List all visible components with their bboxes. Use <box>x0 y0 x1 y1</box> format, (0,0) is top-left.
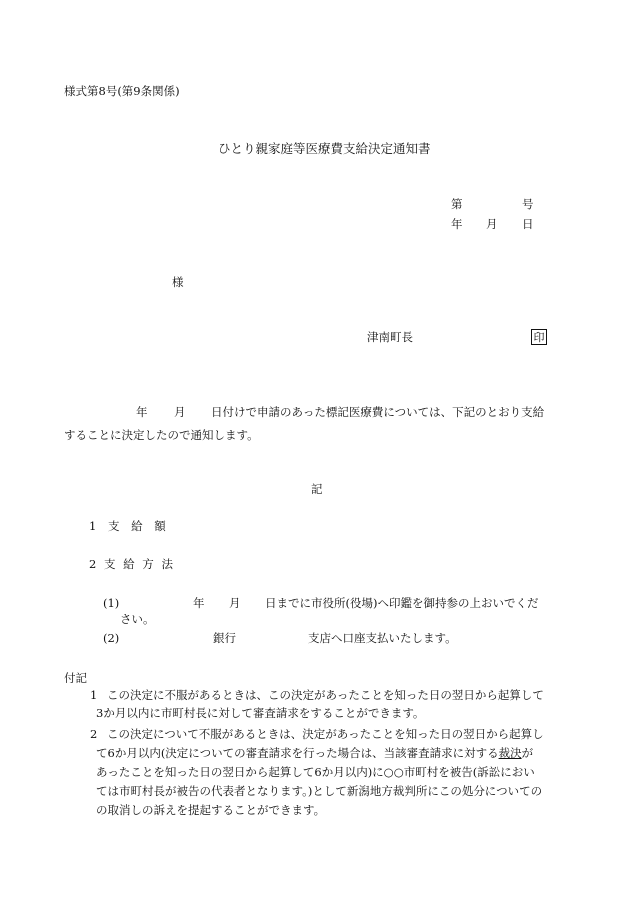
note-1-number: 1 <box>90 688 98 702</box>
document-title: ひとり親家庭等医療費支給決定通知書 <box>218 141 431 156</box>
intro-text-line2: することに決定したので通知します。 <box>64 428 259 442</box>
note-2-line2-b: が <box>521 746 534 760</box>
note-2-line3: あったことを知った日の翌日から起算して6か月以内)に○○市町村を被告(訴訟におい <box>96 765 535 779</box>
intro-text: 日付けで申請のあった標記医療費については、下記のとおり支給 <box>211 405 545 419</box>
note-2-line2 <box>96 748 533 760</box>
ki-heading: 記 <box>311 482 323 496</box>
item-payment-method: 2 支 給 方 法 <box>89 557 173 571</box>
method-2-bank: 銀行 <box>213 631 236 645</box>
method-2-text: 支店へ口座支払いたします。 <box>308 631 457 645</box>
date-year: 年 <box>451 217 463 231</box>
seal-label: 印 <box>533 330 545 344</box>
note-2-line2-a: て6か月以内(決定についての審査請求を行った場合は、当該審査請求に対する <box>96 746 499 760</box>
doc-number-suffix: 号 <box>522 197 534 211</box>
item-payment-amount: 1 支 給 額 <box>89 519 166 533</box>
method-1-text-cont: さい。 <box>120 612 155 626</box>
method-1-year: 年 <box>193 596 205 610</box>
notes-heading: 付記 <box>64 671 87 685</box>
note-2-line1: この決定について不服があるときは、決定があったことを知った日の翌日から起算し <box>107 727 544 741</box>
note-2-number: 2 <box>90 727 98 741</box>
doc-number-prefix: 第 <box>451 197 463 211</box>
seal-stamp <box>531 329 547 345</box>
note-2-underlined-term: 裁決 <box>498 746 522 760</box>
method-1-text: 日までに市役所(役場)へ印鑑を御持参の上おいでくだ <box>265 596 539 610</box>
note-2-line5: の取消しの訴えを提起することができます。 <box>96 803 326 817</box>
form-number: 様式第8号(第9条関係) <box>64 84 180 98</box>
method-1-number: (1) <box>103 596 120 610</box>
method-1-month: 月 <box>229 596 241 610</box>
note-1-line2: 3か月以内に市町村長に対して審査請求をすることができます。 <box>96 706 425 720</box>
date-month: 月 <box>486 217 498 231</box>
recipient-honorific: 様 <box>172 275 184 289</box>
note-1-line1: この決定に不服があるときは、この決定があったことを知った日の翌日から起算して <box>107 688 544 702</box>
date-day: 日 <box>522 217 534 231</box>
method-2-number: (2) <box>103 631 120 645</box>
issuer-name: 津南町長 <box>367 330 413 344</box>
note-2-line4: ては市町村長が被告の代表者となります。)として新潟地方裁判所にこの処分についての <box>96 784 543 798</box>
intro-month: 月 <box>174 405 186 419</box>
intro-year: 年 <box>136 405 148 419</box>
